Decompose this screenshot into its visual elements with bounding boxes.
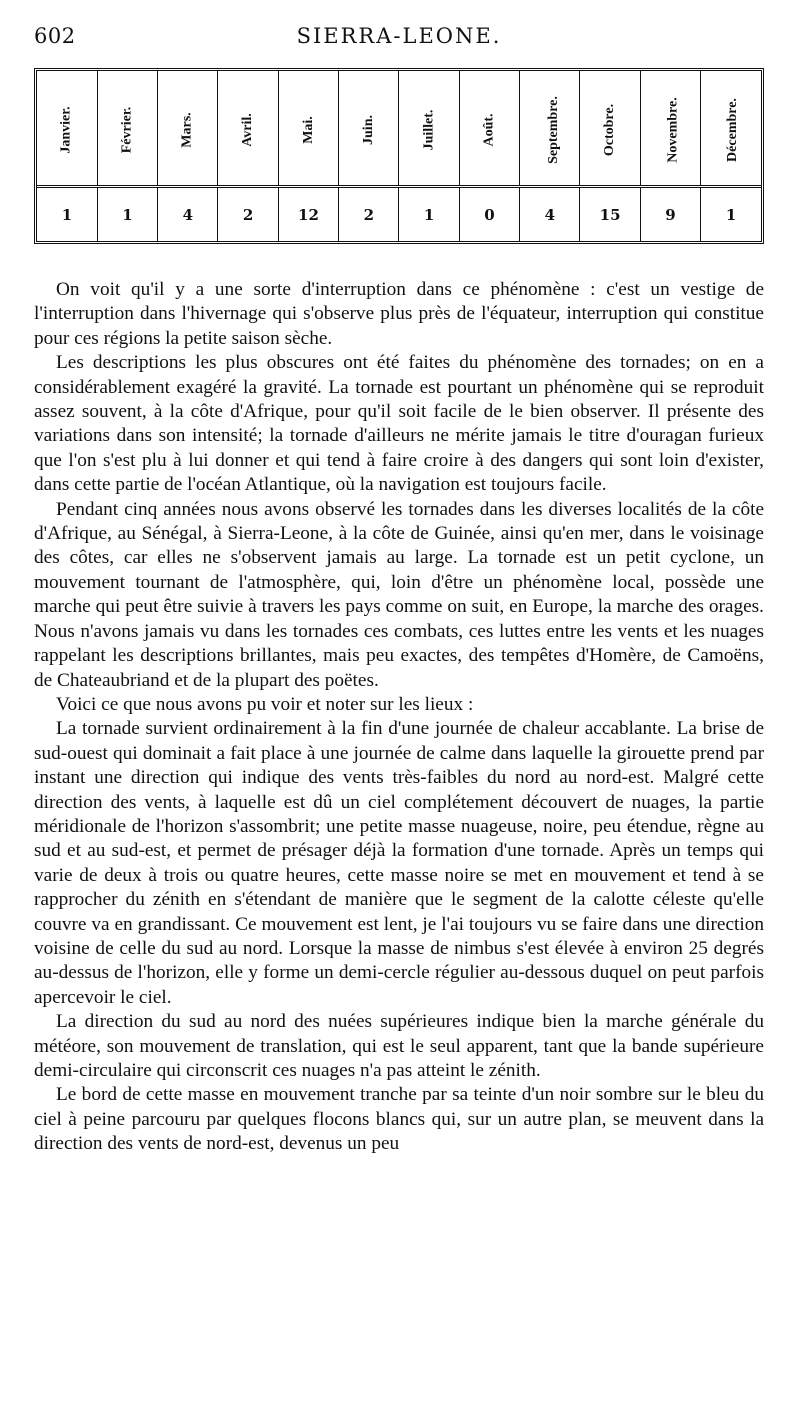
paragraph: Pendant cinq années nous avons observé les tornades dans les diverses localités de la côte d'Afrique, au Sénégal, à Sierra-Leone, à la côte de Guinée, ainsi qu'en mer, dans le voisinage des côtes, car elles ne s'observent jamais au large. La tornade est un petit cyclone, un mouvement tournant de l'atmosphère, qui, loin d'être un phénomène local, possède une marche qui peut être suivie à travers les pays comme on suit, en Europe, la marche des orages. Nous n'avons jamais vu dans les tornades ces combats, ces luttes entre les vents et les nuages rappelant les descriptions brillantes, mais peu exactes, des tempêtes d'Homère, de Camoëns, de Chateaubriand et de la plupart des poëtes. (34, 498, 764, 691)
month-value: 15 (580, 187, 640, 241)
month-header (339, 71, 399, 187)
running-title: SIERRA-LEONE. (296, 24, 502, 48)
data-table (37, 71, 761, 241)
table-header-row (37, 71, 761, 187)
month-header (37, 71, 97, 187)
month-label: Janvier. (58, 106, 74, 154)
month-value: 1 (701, 187, 761, 241)
paragraph: Voici ce que nous avons pu voir et noter sur les lieux : (56, 693, 474, 715)
month-header (97, 71, 157, 187)
month-value: 12 (278, 187, 338, 241)
month-value: 4 (158, 187, 218, 241)
month-label: Juin. (360, 115, 376, 145)
paragraph: La direction du sud au nord des nuées supérieures indique bien la marche générale du météore, son mouvement de translation, qui est le seul apparent, tant que la bande supérieure demi-circulaire qui circonscrit ces nuages n'a pas atteint le zénith. (34, 1011, 764, 1081)
month-label: Décembre. (725, 98, 741, 162)
month-header (158, 71, 218, 187)
month-label: Mars. (179, 112, 195, 148)
month-header (520, 71, 580, 187)
paragraph: On voit qu'il y a une sorte d'interruption dans ce phénomène : c'est un vestige de l'interruption dans l'hivernage qui s'observe plus près de l'équateur, interruption qui constitue pour ces régions la petite saison sèche. (34, 279, 764, 349)
month-value: 4 (520, 187, 580, 241)
month-header (459, 71, 519, 187)
month-header (278, 71, 338, 187)
month-value: 1 (399, 187, 459, 241)
month-label: Août. (481, 113, 497, 147)
month-label: Octobre. (602, 103, 618, 157)
monthly-tornado-table (34, 68, 764, 244)
month-header (580, 71, 640, 187)
month-value: 1 (97, 187, 157, 241)
page-number: 602 (34, 24, 76, 48)
paragraph: Le bord de cette masse en mouvement tranche par sa teinte d'un noir sombre sur le bleu du ciel à peine parcouru par quelques flocons blancs qui, sur un autre plan, se meuvent dans la direction des vents de nord-est, devenus un peu (34, 1084, 764, 1155)
month-value: 0 (459, 187, 519, 241)
month-value: 2 (339, 187, 399, 241)
month-label: Mai. (300, 116, 316, 144)
month-header (399, 71, 459, 187)
month-value: 2 (218, 187, 278, 241)
month-header (701, 71, 761, 187)
month-value: 1 (61, 205, 73, 224)
month-value: 9 (640, 187, 700, 241)
table-values-row (37, 187, 761, 241)
month-label: Juillet. (421, 109, 437, 151)
page-header (34, 24, 764, 54)
month-label: Février. (119, 106, 135, 154)
month-header (218, 71, 278, 187)
month-label: Septembre. (546, 96, 562, 164)
body-text (34, 278, 764, 1157)
month-header (640, 71, 700, 187)
month-label: Novembre. (665, 97, 681, 163)
month-label: Avril. (240, 113, 256, 147)
paragraph: La tornade survient ordinairement à la fin d'une journée de chaleur accablante. La brise de sud-ouest qui dominait a fait place à une journée de calme dans laquelle la girouette prend par instant une direction qui indique des vents très-faibles du nord au nord-est. Malgré cette direction des vents, à laquelle est dû un ciel complétement découvert de nuages, la partie méridionale de l'horizon s'assombrit; une petite masse nuageuse, noire, peu étendue, règne au sud et au sud-est, et permet de présager déjà la formation d'une tornade. Après un temps qui varie de deux à trois ou quatre heures, cette masse noire se met en mouvement et tend à se rapprocher du zénith en s'étendant de manière que le segment de la calotte céleste qu'elle couvre va en grandissant. Ce mouvement est lent, je l'ai toujours vu se faire dans une direction voisine de celle du sud au nord. Lorsque la masse de nimbus s'est élevée à environ 25 degrés au-dessus de l'horizon, elle y forme un demi-cercle régulier au-dessous duquel on peut parfois apercevoir le ciel. (34, 718, 764, 1008)
paragraph: Les descriptions les plus obscures ont été faites du phénomène des tornades; on en a considérablement exagéré la gravité. La tornade est pourtant un phénomène qui se reproduit assez souvent, à la côte d'Afrique, pour qu'il soit facile de le bien observer. Il présente des variations dans son intensité; la tornade d'ailleurs ne mérite jamais le titre d'ouragan furieux que l'on s'est plu à lui donner et qui tend à faire croire à des dangers qui sont loin d'exister, dans cette partie de l'océan Atlantique, où la navigation est toujours facile. (34, 352, 764, 496)
